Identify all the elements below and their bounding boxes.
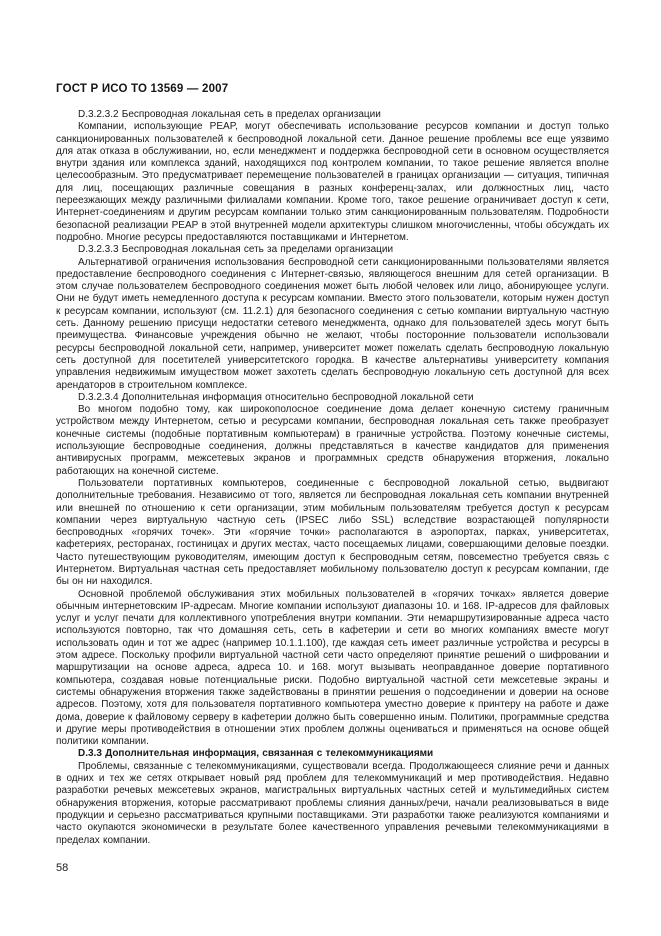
paragraph-telecom: Проблемы, связанные с телекоммуникациями, существовали всегда. Продолжающееся слияние речи и данных в одних и тех же сетях открывает новый ряд проблем для телекоммуникаций и мер противодействия. Недавно разработки речевых межсетевых экранов, магистральных виртуальных частных сетей и мультимедийных систем обнаружения вторжения, которые рассматривают проблемы слияния данных/речи, начали реализовываться в виде продукции и серьезно рассматриваться крупными поставщиками. Эти разработки также реализуются компаниями и часто окупаются экономически в результате более качественного управления речевыми телекоммуникациями в пределах компании. xyxy=(56,760,609,846)
document-body xyxy=(56,109,609,847)
page-number: 58 xyxy=(56,862,69,874)
section-heading-d3234: D.3.2.3.4 Дополнительная информация относительно беспроводной локальной сети xyxy=(78,391,474,403)
paragraph-wlan-additional-2: Пользователи портативных компьютеров, соединенные с беспроводной локальной сетью, выдвигают дополнительные требования. Независимо от того, является ли беспроводная локальная сеть компании внутренней или внешней по отношению к сети организации, этим мобильным пользователям требуется доступ к ресурсам компании через виртуальную частную сеть (IPSEC либо SSL) вследствие возрастающей популярности беспроводных «горячих точек». Эти «горячие точки» располагаются в аэропортах, парках, университетах, кафетериях, ресторанах, гостиницах и других местах, часто посещаемых лицами, совершающими деловые поездки. Часто путешествующим руководителям, имеющим доступ к беспроводным сетям, повсеместно требуется связь с Интернетом. Виртуальная частная сеть предоставляет мобильному пользователю доступ к ресурсам компании, где бы он ни находился. xyxy=(56,477,609,588)
document-header: ГОСТ Р ИСО ТО 13569 — 2007 xyxy=(56,83,229,95)
paragraph-wlan-outside: Альтернативой ограничения использования беспроводной сети санкционированными пользователями является предоставление беспроводного соединения с Интернет-связью, являющегося внешним для сетей организации. В этом случае пользователем беспроводного соединения может быть любой человек или лицо, абонирующее услуги. Они не будут иметь немедленного доступа к ресурсам компании. Вместо этого пользователи, которым нужен доступ к ресурсам компании, используют (см. 11.2.1) для безопасного соединения с сетью компании виртуальную частную сеть. Данному решению присущи недостатки сетевого менеджмента, однако для пользователей здесь могут быть преимущества. Финансовые учреждения обычно не желают, чтобы посторонние пользователи использовали ресурсы беспроводной локальной сети, например, университет может пожелать сделать беспроводную локальную сеть доступной для посетителей университетского городка. В качестве альтернативы университету компания управления недвижимым имуществом может захотеть сделать беспроводную локальную сеть доступной для всех арендаторов в строительном комплексе. xyxy=(56,256,609,391)
section-heading-d3232: D.3.2.3.2 Беспроводная локальная сеть в пределах организации xyxy=(78,109,381,120)
paragraph-wlan-additional-1: Во многом подобно тому, как широкополосное соединение дома делает конечную систему граничным устройством между Интернетом, сетью и ресурсами компании, беспроводная локальная сеть также преобразует конечные системы (подобные портативным компьютерам) в граничные устройства. Поэтому конечные системы, использующие беспроводные соединения, должны представляться в качестве кандидатов для применения антивирусных программ, межсетевых экранов и программных средств обнаружения вторжения, локально работающих на конечной системе. xyxy=(56,404,609,477)
paragraph-wlan-additional-3: Основной проблемой обслуживания этих мобильных пользователей в «горячих точках» является доверие обычным интернетовским IP-адресам. Многие компании используют диапазоны 10. и 168. IP-адресов для файловых услуг и услуг печати для коллективного употребления внутри компании. Эти немаршрутизированные адреса часто используются повторно, так что домашняя сеть, сеть в кафетерии и сети во многих компаниях вместе могут использовать один и тот же адрес (например 10.1.1.100), где каждая сеть имеет различные устройства и ресурсы в этом адресе. Поскольку профили виртуальной частной сети часто определяют принятие решений о шифровании и маршрутизации на основе адреса, адреса 10. и 168. могут вызывать неоправданное доверие портативного компьютера, создавая новые потенциальные риски. Подобно виртуальной частной сети межсетевые экраны и системы обнаружения вторжения также задействованы в принятии решения о подсоединении и доверии на основе адресов. Поэтому, хотя для пользователя портативного компьютера уместно доверие к принтеру на работе и даже дома, доверие к файловому серверу в кафетерии должно быть совершенно иным. Политики, программные средства и другие меры противодействия в отношении этих проблем должны оцениваться и применяться на основе общей политики компании. xyxy=(56,588,609,748)
section-heading-d33: D.3.3 Дополнительная информация, связанная с телекоммуникациями xyxy=(78,748,434,760)
paragraph-wlan-inside: Компании, использующие PEAP, могут обеспечивать использование ресурсов компании и доступ только санкционированных пользователей к беспроводной локальной сети. Данное решение проблемы все еще уязвимо для атак отказа в обслуживании, но, если менеджмент и поддержка беспроводной сети в основном осуществляется внутри здания или комплекса зданий, находящихся под контролем компании, то такое решение является вполне целесообразным. Это предусматривает перемещение пользователей в границах организации — ситуация, типичная для лиц, посещающих различные совещания в разных конференц-залах, или должностных лиц, часто переезжающих между различными филиалами компании. Кроме того, такое решение ограничивает доступ к сети, Интернет-соединениям и другим ресурсам компании только этим санкционированным пользователям. Подробности безопасной реализации PEAP в этой внутренней модели архитектуры слишком многочисленны, чтобы обсуждать их подробно. Многие ресурсы предоставляются поставщиками и Интернетом. xyxy=(56,121,609,243)
section-heading-d3233: D.3.2.3.3 Беспроводная локальная сеть за пределами организации xyxy=(78,244,394,256)
